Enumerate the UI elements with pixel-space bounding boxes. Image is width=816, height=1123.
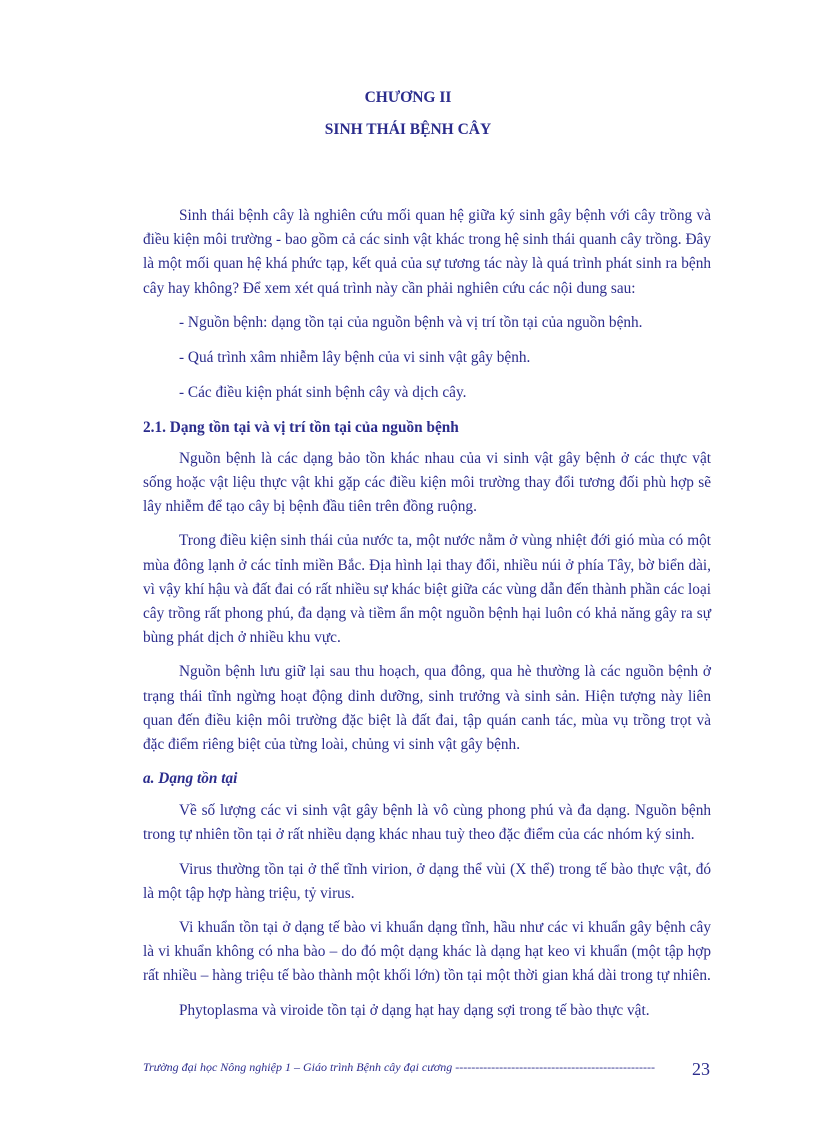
subsection-paragraph: Virus thường tồn tại ở thể tĩnh virion, ở dạng thể vùi (X thể) trong tế bào thực vật, đó là một tập hợp hàng triệu, tỷ virus.: [143, 860, 711, 902]
list-item: - Nguồn bệnh: dạng tồn tại của nguồn bệnh và vị trí tồn tại của nguồn bệnh.: [179, 313, 643, 331]
intro-paragraph: Sinh thái bệnh cây là nghiên cứu mối quan hệ giữa ký sinh gây bệnh với cây trồng và điều kiện môi trường - bao gồm cả các sinh vật khác trong hệ sinh thái quanh cây trồng. Đây là một mối quan hệ khá phức tạp, kết quả của sự tương tác này là quá trình phát sinh ra bệnh cây hay không? Để xem xét quá trình này cần phải nghiên cứu các nội dung sau:: [143, 207, 711, 297]
section-paragraph: Nguồn bệnh lưu giữ lại sau thu hoạch, qua đông, qua hè thường là các nguồn bệnh ở trạng thái tĩnh ngừng hoạt động dinh dưỡng, sinh trưởng và sinh sản. Hiện tượng này liên quan đến điều kiện môi trường đặc biệt là đất đai, tập quán canh tác, mùa vụ trồng trọt và đặc điểm riêng biệt của từng loài, chủng vi sinh vật gây bệnh.: [143, 663, 711, 754]
page-number: 23: [692, 1059, 710, 1079]
subsection-paragraph: Phytoplasma và viroide tồn tại ở dạng hạt hay dạng sợi trong tế bào thực vật.: [179, 1001, 650, 1019]
footer-text: Trường đại học Nông nghiệp 1 – Giáo trình Bệnh cây đại cương --------------------------------------------------: [143, 1060, 656, 1074]
page-body: [143, 204, 711, 1033]
section-paragraph: Nguồn bệnh là các dạng bảo tồn khác nhau của vi sinh vật gây bệnh ở các thực vật sống hoặc vật liệu thực vật khi gặp các điều kiện môi trường thay đổi tương đối phù hợp sẽ lây nhiễm để tạo cây bị bệnh đầu tiên trên đồng ruộng.: [143, 449, 711, 516]
list-item: - Quá trình xâm nhiễm lây bệnh của vi sinh vật gây bệnh.: [179, 348, 531, 366]
section-heading-2-1: 2.1. Dạng tồn tại và vị trí tồn tại của nguồn bệnh: [143, 418, 459, 436]
chapter-label: CHƯƠNG II: [364, 89, 452, 106]
subsection-paragraph: Về số lượng các vi sinh vật gây bệnh là vô cùng phong phú và đa dạng. Nguồn bệnh trong tự nhiên tồn tại ở rất nhiều dạng khác nhau tuỳ theo đặc điểm của các nhóm ký sinh.: [143, 802, 711, 844]
list-item: - Các điều kiện phát sinh bệnh cây và dịch cây.: [179, 383, 467, 401]
subsection-paragraph: Vi khuẩn tồn tại ở dạng tế bào vi khuẩn dạng tĩnh, hầu như các vi khuẩn gây bệnh cây là vi khuẩn không có nha bào – do đó một dạng khác là dạng hạt keo vi khuẩn (một tập hợp rất nhiều – hàng triệu tế bào thành một khối lớn) tồn tại một thời gian khá dài trong tự nhiên.: [143, 919, 711, 985]
page-footer: [143, 1060, 713, 1075]
chapter-title: SINH THÁI BỆNH CÂY: [324, 121, 492, 138]
section-paragraph: Trong điều kiện sinh thái của nước ta, một nước nằm ở vùng nhiệt đới gió mùa có một mùa đông lạnh ở các tỉnh miền Bắc. Địa hình lại thay đổi, nhiều núi ở phía Tây, bờ biển dài, vì vậy khí hậu và đất đai có rất nhiều sự khác biệt giữa các vùng dẫn đến thành phần các loại cây trồng rất phong phú, đa dạng và tiềm ẩn một nguồn bệnh hại luôn có khả năng gây ra sự bùng phát dịch ở nhiều khu vực.: [143, 532, 711, 647]
subsection-heading-a: a. Dạng tồn tại: [143, 770, 238, 788]
